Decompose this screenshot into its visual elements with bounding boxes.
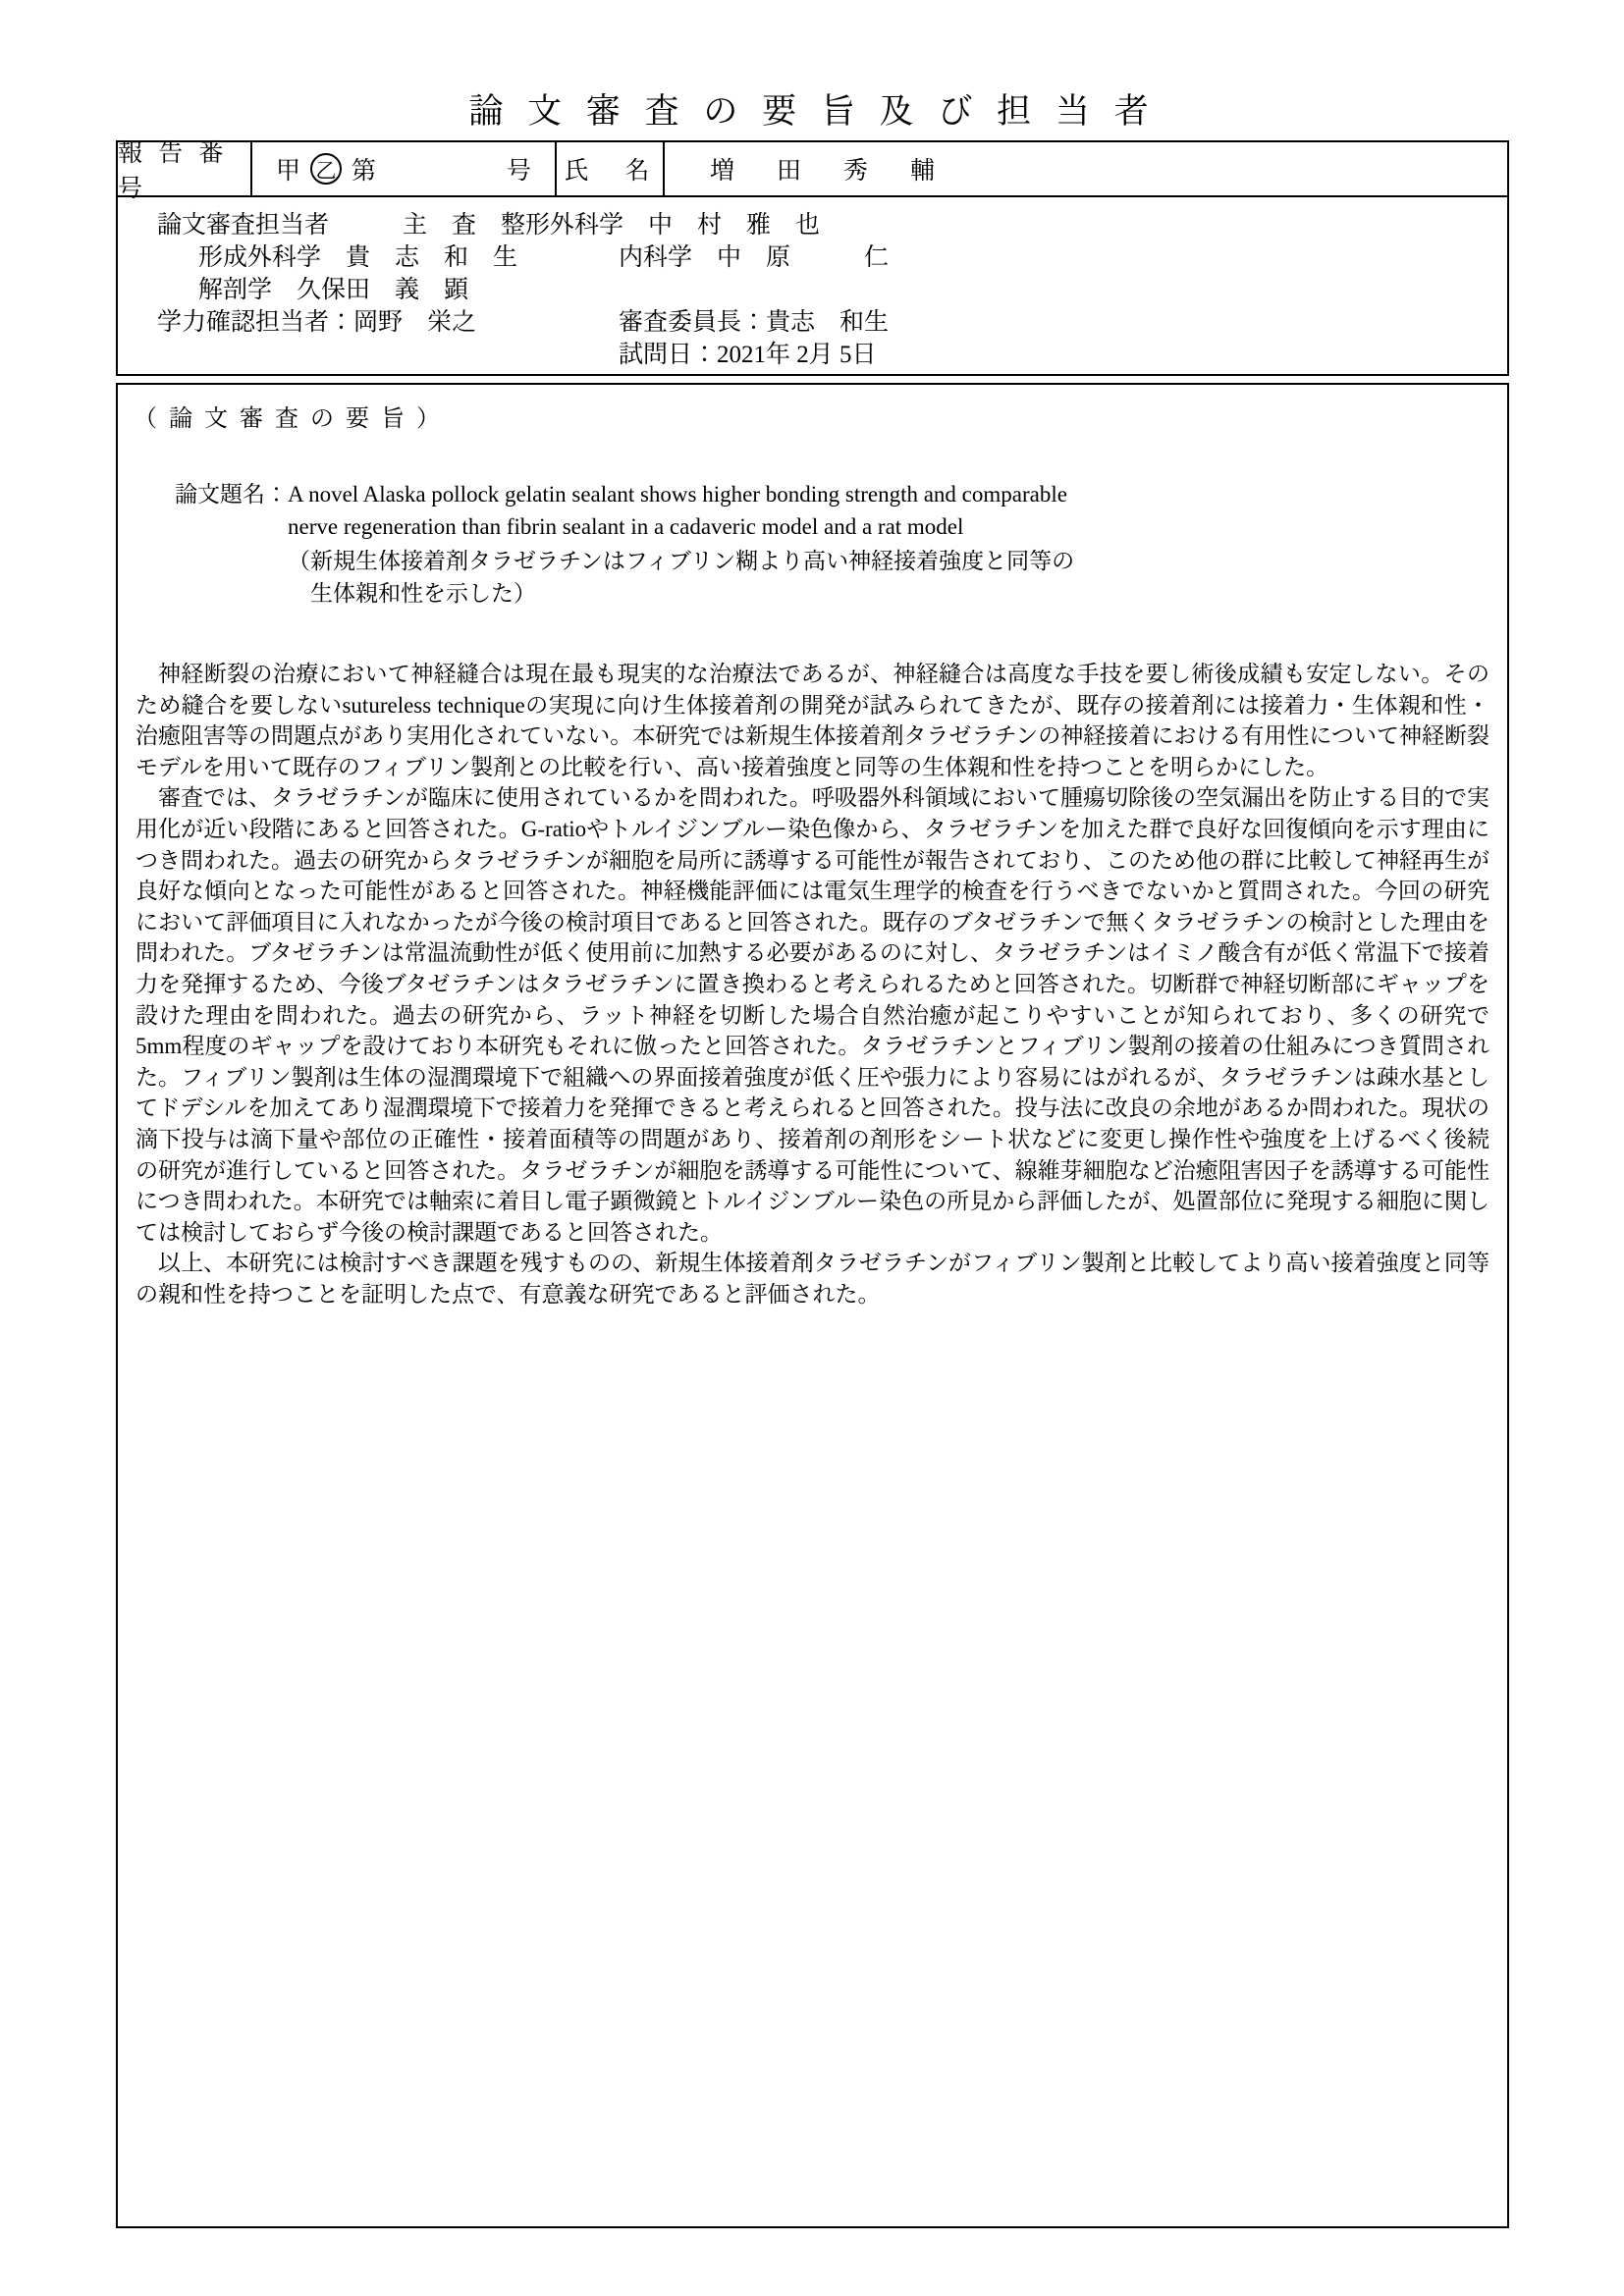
- committee-chair: 審査委員長：貴志 和生: [619, 309, 890, 336]
- thesis-title-text: [288, 478, 1085, 610]
- summary-body: [135, 659, 1489, 1309]
- committee-member-internal-medicine: 内科学 中 原 仁: [619, 244, 890, 271]
- committee-line-academic: [157, 306, 1468, 339]
- committee-line-members2: [157, 274, 1468, 306]
- report-header-table: [116, 140, 1509, 376]
- committee-member-plastic-surgery: 形成外科学 貴 志 和 生: [198, 244, 518, 271]
- name-label: 氏 名: [557, 142, 665, 195]
- committee-chief-text: 論文審査担当者 主 査 整形外科学 中 村 雅 也: [157, 212, 821, 239]
- circled-otsu-mark: 乙: [310, 153, 342, 185]
- name-value: 増 田 秀 輔: [710, 158, 945, 185]
- committee-line-chief: [157, 209, 1468, 241]
- thesis-title-label: 論文題名：: [175, 482, 288, 507]
- summary-box: [116, 383, 1509, 2228]
- thesis-title-japanese: （新規生体接着剤タラゼラチンはフィブリン糊より高い神経接着強度と同等の生体親和性を示した）: [288, 549, 1075, 606]
- committee-member-anatomy: 解剖学 久保田 義 顕: [198, 277, 469, 303]
- committee-section: [118, 197, 1507, 374]
- report-number-cell: [252, 142, 557, 195]
- thesis-title-english: A novel Alaska pollock gelatin sealant shows higher bonding strength and comparable nerve regeneration than fibrin sealant in a cadaveric model and a rat model: [288, 482, 1067, 539]
- committee-line-exam-date: [157, 339, 1468, 371]
- report-number-label: 報 告 番 号: [118, 142, 252, 195]
- committee-line-members1: [157, 241, 1468, 274]
- academic-confirmation-officer: 学力確認担当者：岡野 栄之: [157, 309, 477, 336]
- summary-section-title: （ 論 文 審 査 の 要 旨 ）: [134, 406, 443, 432]
- thesis-title-block: [175, 478, 1491, 610]
- report-dai: 第: [352, 158, 377, 185]
- body-paragraph-1: 神経断裂の治療において神経縫合は現在最も現実的な治療法であるが、神経縫合は高度な手技を要し術後成績も安定しない。そのため縫合を要しないsutureless techniqueの実現に向け生体接着剤の開発が試みられてきたが、既存の接着剤には接着力・生体親和性・治癒阻害等の問題点があり実用化されていない。本研究では新規生体接着剤タラゼラチンの神経接着における有用性について神経断裂モデルを用いて既存のフィブリン製剤との比較を行い、高い接着強度と同等の生体親和性を持つことを明らかにした。: [135, 662, 1490, 779]
- document-title: 論 文 審 査 の 要 旨 及 び 担 当 者: [468, 92, 1157, 131]
- report-header-row: [118, 140, 1507, 202]
- body-paragraph-2: 審査では、タラゼラチンが臨床に使用されているかを問われた。呼吸器外科領域において腫瘍切除後の空気漏出を防止する目的で実用化が近い段階にあると回答された。G-ratioやトルイジンブルー染色像から、タラゼラチンを加えた群で良好な回復傾向を示す理由につき問われた。過去の研究からタラゼラチンが細胞を局所に誘導する可能性が報告されており、このため他の群に比較して神経再生が良好な傾向となった可能性があると回答された。神経機能評価には電気生理学的検査を行うべきでないかと質問された。今回の研究において評価項目に入れなかったが今後の検討項目であると回答された。既存のブタゼラチンで無くタラゼラチンの検討とした理由を問われた。ブタゼラチンは常温流動性が低く使用前に加熱する必要があるのに対し、タラゼラチンはイミノ酸含有が低く常温下で接着力を発揮するため、今後ブタゼラチンはタラゼラチンに置き換わると考えられるためと回答された。切断群で神経切断部にギャップを設けた理由を問われた。過去の研究から、ラット神経を切断した場合自然治癒が起こりやすいことが知られており、多くの研究で5mm程度のギャップを設けており本研究もそれに倣ったと回答された。タラゼラチンとフィブリン製剤の接着の仕組みにつき質問された。フィブリン製剤は生体の湿潤環境下で組織への界面接着強度が低く圧や張力により容易にはがれるが、タラゼラチンは疎水基としてドデシルを加えてあり湿潤環境下で接着力を発揮できると考えられると回答された。投与法に改良の余地があるか問われた。現状の滴下投与は滴下量や部位の正確性・接着面積等の問題があり、接着剤の剤形をシート状などに変更し操作性や強度を上げるべく後続の研究が進行していると回答された。タラゼラチンが細胞を誘導する可能性について、線維芽細胞など治癒阻害因子を誘導する可能性につき問われた。本研究では軸索に着目し電子顕微鏡とトルイジンブルー染色の所見から評価したが、処置部位に発現する細胞に関しては検討しておらず今後の検討課題であると回答された。: [135, 785, 1489, 1245]
- report-number-prefix: [276, 151, 376, 187]
- body-paragraph-3: 以上、本研究には検討すべき課題を残すものの、新規生体接着剤タラゼラチンがフィブリン製剤と比較してより高い接着強度と同等の親和性を持つことを証明した点で、有意義な研究であると評価された。: [135, 1251, 1489, 1307]
- exam-date: 試問日：2021年 2月 5日: [619, 342, 877, 368]
- report-gou: 号: [506, 158, 531, 185]
- report-kou: 甲: [276, 158, 301, 185]
